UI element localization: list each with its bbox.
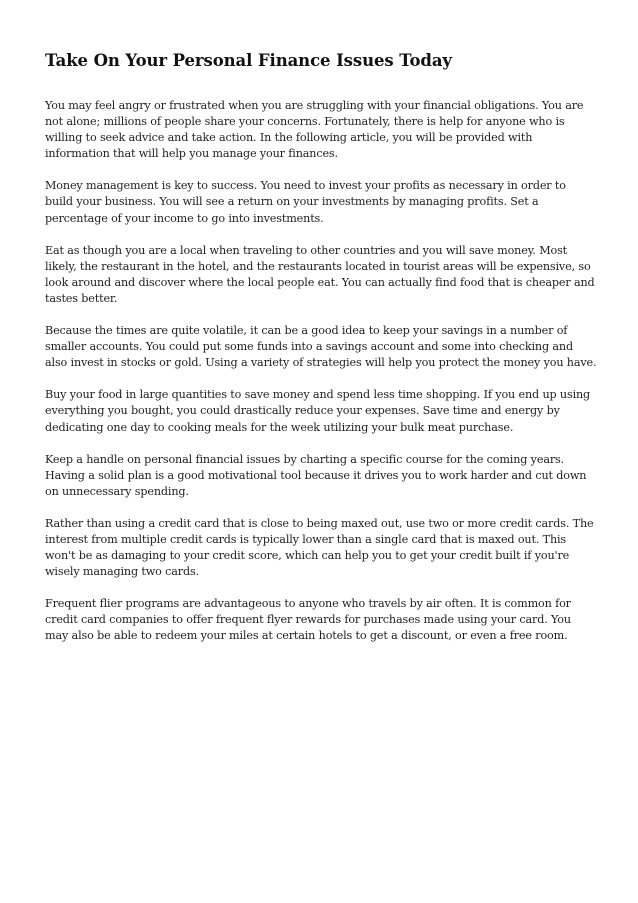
paragraph-4: Because the times are quite volatile, it can be a good idea to keep your savings in a number of smaller accounts. You could put some funds into a savings account and some into checking and also invest in stocks or gold. Using a variety of strategies will help you protect the money you have.: [45, 324, 597, 370]
paragraph-3: Eat as though you are a local when traveling to other countries and you will save money. Most likely, the restaurant in the hotel, and the restaurants located in tourist areas will be expensive, so look around and discover where the local people eat. You can actually find food that is cheaper and tastes better.: [45, 243, 595, 305]
document-title: Take On Your Personal Finance Issues Today: [45, 51, 452, 70]
paragraph-7: Rather than using a credit card that is close to being maxed out, use two or more credit cards. The interest from multiple credit cards is typically lower than a single card that is maxed out. This won't be as damaging to your credit score, which can help you to get your credit built if you're wisely managing two cards.: [45, 516, 594, 579]
paragraph-6: Keep a handle on personal financial issues by charting a specific course for the coming years. Having a solid plan is a good motivational tool because it drives you to work harder and cut down on unnecessary spending.: [45, 452, 587, 498]
paragraph-1: You may feel angry or frustrated when you are struggling with your financial obligations. You are not alone; millions of people share your concerns. Fortunately, there is help for anyone who is willing to seek advice and take action. In the following article, you will be provided with information that will help you manage your finances.: [45, 99, 584, 161]
paragraph-8: Frequent flier programs are advantageous to anyone who travels by air often. It is common for credit card companies to offer frequent flyer rewards for purchases made using your card. You may also be able to redeem your miles at certain hotels to get a discount, or even a free room.: [45, 597, 571, 643]
paragraph-2: Money management is key to success. You need to invest your profits as necessary in order to build your business. You will see a return on your investments by managing profits. Set a percentage of your income to go into investments.: [45, 179, 566, 225]
paragraph-5: Buy your food in large quantities to save money and spend less time shopping. If you end up using everything you bought, you could drastically reduce your expenses. Save time and energy by dedicating one day to cooking meals for the week utilizing your bulk meat purchase.: [45, 388, 591, 434]
document-page: [45, 50, 597, 661]
